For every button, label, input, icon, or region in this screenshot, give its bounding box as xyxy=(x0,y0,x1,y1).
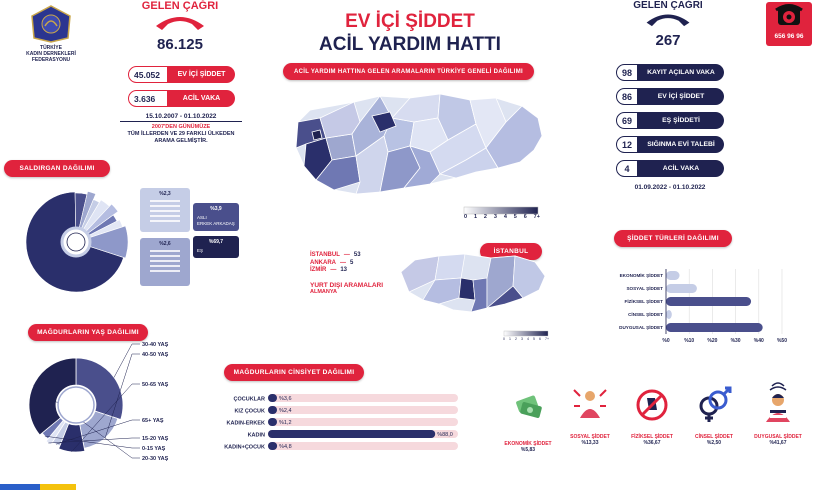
abroad-title: YURT DIŞI ARAMALARI xyxy=(310,281,384,289)
ist-legend-tick: 2 xyxy=(515,337,517,341)
phone-icon xyxy=(643,10,693,28)
ist-legend-tick: 3 xyxy=(521,337,523,341)
violence-icon-pct: %41,67 xyxy=(769,440,787,446)
violence-bar xyxy=(666,297,751,306)
perp-item: ASLI xyxy=(197,215,207,220)
age-donut-hole xyxy=(58,387,94,423)
perpetrator-pie-chart xyxy=(4,176,132,296)
distressed-person-icon xyxy=(758,380,798,424)
gender-bar xyxy=(268,418,277,426)
gender-bar-label: KIZ ÇOCUK xyxy=(234,408,265,415)
victim-gender-title: MAĞDURLARIN CİNSİYET DAĞILIMI xyxy=(224,364,364,381)
ist-legend-tick: 0 xyxy=(503,337,505,341)
violence-bar xyxy=(666,323,763,332)
federation-logo xyxy=(28,4,74,44)
row-label: SIĞINMA EVİ TALEBİ xyxy=(638,136,724,153)
ist-legend-tick: 5 xyxy=(533,337,535,341)
perp-donut-inner-ring xyxy=(67,233,85,251)
violence-icon-item xyxy=(500,392,556,453)
perp-item: ERKEK ARKADAŞ xyxy=(197,220,235,226)
violence-x-tick: %20 xyxy=(707,338,718,344)
violence-x-tick: %10 xyxy=(684,338,695,344)
map-legend-tick: 5 xyxy=(513,214,517,220)
row-number: 45.052 xyxy=(128,66,168,83)
header-title-line1: EV İÇİ ŞİDDET xyxy=(345,11,475,32)
row-number: 86 xyxy=(616,88,638,105)
violence-icon-pct: %2,50 xyxy=(706,440,722,446)
no-violence-icon xyxy=(635,386,669,424)
map-legend-tick: 6 xyxy=(523,214,527,220)
map-legend-tick: 7+ xyxy=(533,214,540,220)
gender-bar xyxy=(268,430,435,438)
row-label: EV İÇİ ŞİDDET xyxy=(638,88,724,105)
perp-pct: %3,9 xyxy=(210,206,222,212)
violence-bar xyxy=(666,310,672,319)
gender-bar-label: KADIN xyxy=(247,432,265,439)
gender-bar-value: %88,0 xyxy=(437,432,453,439)
ist-legend-tick: 7+ xyxy=(545,337,549,341)
logo-line1: TÜRKİYE xyxy=(40,45,62,51)
row-label: ACİL VAKA xyxy=(638,160,724,177)
violence-icon-label: DUYGUSAL ŞİDDET xyxy=(754,434,802,440)
victim-age-title: MAĞDURLARIN YAŞ DAĞILIMI xyxy=(28,324,148,341)
violence-icon-label: EKONOMİK ŞİDDET xyxy=(504,441,552,447)
ist-legend-tick: 4 xyxy=(527,337,529,341)
perp-legend-box-1 xyxy=(140,188,190,232)
right-date-range: 01.09.2022 - 01.10.2022 xyxy=(634,184,706,191)
violence-icons-row xyxy=(500,392,810,462)
right-calls-title: GELEN ÇAĞRI xyxy=(633,0,703,11)
gender-bar-track xyxy=(268,442,458,450)
gender-bar-value: %2,4 xyxy=(279,408,292,415)
row-number: 98 xyxy=(616,64,638,81)
perp-pct: %2,6 xyxy=(159,241,171,247)
isolated-person-icon xyxy=(570,382,610,424)
turkey-map xyxy=(280,88,550,203)
right-summary-row xyxy=(616,88,724,105)
logo-line2: KADIN DERNEKLERİ xyxy=(26,51,76,57)
map-legend-tick: 2 xyxy=(483,214,487,220)
left-summary-row xyxy=(128,66,235,83)
perp-pct: %2,3 xyxy=(159,191,171,197)
logo-line3: FEDERASYONU xyxy=(31,57,71,63)
violence-icon-pct: %5,83 xyxy=(520,447,536,453)
violence-x-tick: %0 xyxy=(662,338,670,344)
row-number: 3.636 xyxy=(128,90,168,107)
header-subtitle xyxy=(310,0,510,6)
right-summary-row xyxy=(616,136,724,153)
gender-bar-value: %3,6 xyxy=(279,396,292,403)
istanbul-title: İSTANBUL xyxy=(480,243,542,260)
gender-bar xyxy=(268,394,277,402)
violence-icon-pct: %13,33 xyxy=(581,440,599,446)
city-value: 13 xyxy=(340,267,348,273)
gender-bar-label: KADIN+ÇOCUK xyxy=(224,444,265,451)
age-slice-label: 50-65 YAŞ xyxy=(142,382,169,388)
perp-legend-box-4 xyxy=(193,236,239,258)
violence-bar-label: CİNSEL ŞİDDET xyxy=(628,312,663,317)
abroad-item: ALMANYA xyxy=(310,289,337,295)
right-summary-row xyxy=(616,112,724,129)
ist-legend-tick: 1 xyxy=(509,337,511,341)
istanbul-map xyxy=(395,250,550,325)
left-date-range: 15.10.2007 - 01.10.2022 xyxy=(120,113,242,122)
perp-legend-box-3 xyxy=(140,238,190,286)
gender-bar-value: %4,8 xyxy=(279,444,292,451)
perp-legend-box-2 xyxy=(193,203,239,231)
ist-legend-tick: 6 xyxy=(539,337,541,341)
gender-symbols-icon xyxy=(694,386,734,424)
age-slice-label: 15-20 YAŞ xyxy=(142,436,169,442)
left-note-line1: 2007'DEN GÜNÜMÜZE xyxy=(151,124,211,130)
left-summary-row xyxy=(128,90,235,107)
violence-types-title: ŞİDDET TÜRLERİ DAĞILIMI xyxy=(614,230,732,247)
gender-bar-track xyxy=(268,406,458,414)
left-note-line3: ARAMA GELMİŞTİR. xyxy=(154,138,208,144)
row-label: EŞ ŞİDDETİ xyxy=(638,112,724,129)
map-legend-tick: 3 xyxy=(493,214,497,220)
gender-bar-label: ÇOCUKLAR xyxy=(233,396,265,403)
violence-icon-pct: %36,67 xyxy=(643,440,661,446)
row-label: KAYIT AÇILAN VAKA xyxy=(638,64,724,81)
victim-age-pie-chart xyxy=(4,338,224,473)
violence-icon-item xyxy=(562,382,618,446)
hotline-badge xyxy=(766,2,812,46)
map-legend-tick: 0 xyxy=(464,214,468,220)
violence-x-tick: %40 xyxy=(753,338,764,344)
right-summary-row xyxy=(616,64,724,81)
gender-bar-track xyxy=(268,418,458,426)
city-value: 5 xyxy=(350,259,354,266)
row-label: ACİL VAKA xyxy=(168,90,235,107)
city-list: İSTANBUL — 53 ANKARA — 5 İZMİR — 13 YURT DIŞI ARAMALARI ALMANYA xyxy=(310,252,384,295)
violence-bar-label: DUYGUSAL ŞİDDET xyxy=(619,325,663,330)
footer-stripe-blue xyxy=(0,484,40,490)
gender-bar xyxy=(268,406,277,414)
violence-icon-label: SOSYAL ŞİDDET xyxy=(570,434,610,440)
violence-bar xyxy=(666,284,697,293)
left-calls-total: 86.125 xyxy=(157,36,203,53)
city-name: ANKARA xyxy=(310,259,336,266)
violence-bar-label: EKONOMİK ŞİDDET xyxy=(619,273,663,278)
left-note-line2: TÜM İLLERDEN VE 29 FARKLI ÜLKEDEN xyxy=(127,131,235,137)
map-legend-tick: 4 xyxy=(503,214,507,220)
violence-icon-label: CİNSEL ŞİDDET xyxy=(695,434,733,440)
phone-icon xyxy=(152,12,208,32)
hotline-number: 656 96 96 xyxy=(774,33,804,40)
left-calls-title: GELEN ÇAĞRI xyxy=(141,0,219,12)
row-number: 69 xyxy=(616,112,638,129)
age-leader-line xyxy=(114,344,140,377)
right-summary-row xyxy=(616,160,724,177)
violence-bar-label: SOSYAL ŞİDDET xyxy=(626,286,663,291)
row-number: 4 xyxy=(616,160,638,177)
violence-icon-item xyxy=(748,380,808,446)
violence-x-tick: %50 xyxy=(776,338,788,344)
violence-x-tick: %30 xyxy=(730,338,741,344)
perpetrator-title: SALDIRGAN DAĞILIMI xyxy=(4,160,110,177)
gender-bar xyxy=(268,442,277,450)
violence-bar xyxy=(666,271,680,280)
map-section-title: ACİL YARDIM HATTINA GELEN ARAMALARIN TÜRKİYE GENELİ DAĞILIMI xyxy=(283,63,534,80)
violence-icon-item xyxy=(624,386,680,446)
violence-bar-label: FİZİKSEL ŞİDDET xyxy=(624,299,663,304)
perp-pct: %69,7 xyxy=(208,239,224,245)
age-slice-label: 30-40 YAŞ xyxy=(142,342,169,348)
header-title-line2: ACİL YARDIM HATTI xyxy=(319,34,501,55)
gender-bar-label: KADIN-ERKEK xyxy=(226,420,265,427)
violence-icon-label: FİZİKSEL ŞİDDET xyxy=(631,434,673,440)
perp-item: EŞ xyxy=(197,248,204,253)
victim-gender-bar-chart xyxy=(210,390,470,466)
age-slice-label: 20-30 YAŞ xyxy=(142,456,169,462)
city-name: İZMİR xyxy=(310,267,327,273)
age-slice-label: 40-50 YAŞ xyxy=(142,352,169,358)
city-name: İSTANBUL xyxy=(310,252,340,258)
map-legend-tick: 1 xyxy=(473,214,478,220)
money-icon xyxy=(511,392,545,424)
phone-icon xyxy=(766,2,812,32)
row-label: EV İÇİ ŞİDDET xyxy=(168,66,235,83)
gender-bar-value: %1,2 xyxy=(279,420,292,427)
violence-icon-item xyxy=(686,386,742,446)
right-calls-total: 267 xyxy=(655,32,681,49)
gender-bar-track xyxy=(268,394,458,402)
row-number: 12 xyxy=(616,136,638,153)
city-value: 53 xyxy=(353,252,361,258)
age-slice-label: 0-15 YAŞ xyxy=(142,446,166,452)
footer-stripe-yellow xyxy=(40,484,76,490)
violence-types-bar-chart xyxy=(600,265,800,359)
age-slice-label: 65+ YAŞ xyxy=(142,418,164,424)
